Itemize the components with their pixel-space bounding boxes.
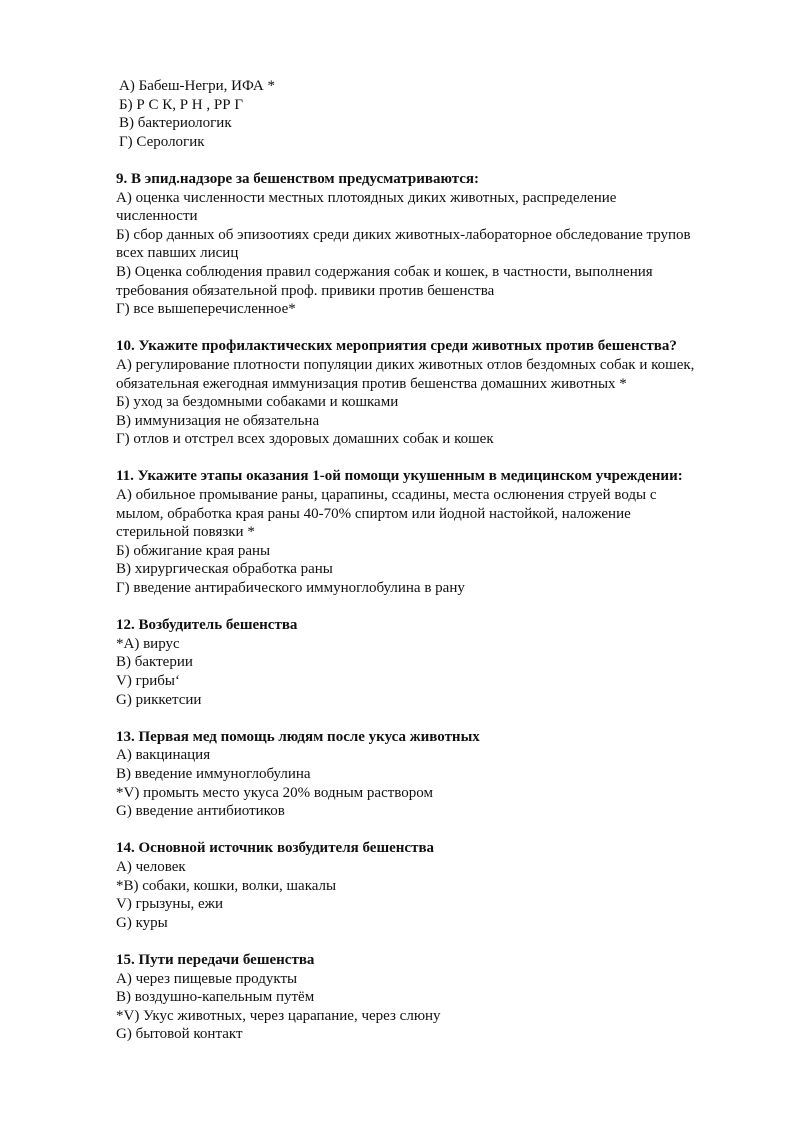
answer-line: Г) отлов и отстрел всех здоровых домашних собак и кошек [116,431,494,448]
answer-line: B) бактерии [116,654,193,671]
answer-line: В) иммунизация не обязательна [116,412,320,429]
question-12 [116,616,746,709]
answer-line: стерильной повязки * [116,524,255,541]
answer-line: В) Оценка соблюдения правил содержания собак и кошек, в частности, выполнения [116,263,653,280]
answer-line: V) грызуны, ежи [116,896,224,913]
question-title: 9. В эпид.надзоре за бешенством предусматриваются: [116,170,480,187]
answer-line: А) регулирование плотности популяции диких животных отлов бездомных собак и кошек, [116,356,695,373]
answer-option: В) бактериологик [119,115,232,132]
answer-line: A) через пищевые продукты [116,970,298,987]
answer-line: всех павших лисиц [116,245,239,262]
question-10 [116,337,746,449]
answer-line: *B) собаки, кошки, волки, шакалы [116,877,337,894]
answer-line: Б) обжигание края раны [116,542,271,559]
answer-line: *V) Укус животных, через царапание, через слюну [116,1007,441,1024]
answer-line: G) куры [116,914,168,931]
answer-line: B) введение иммуноглобулина [116,765,311,782]
answer-line: Б) уход за бездомными собаками и кошками [116,394,399,411]
question-14 [116,839,746,932]
answer-option: Г) Серологик [119,133,205,150]
question-title: 10. Укажите профилактических мероприятия среди животных против бешенства? [116,338,677,355]
answer-option: А) Бабеш-Негри, ИФА * [119,78,275,94]
question-title: 11. Укажите этапы оказания 1-ой помощи укушенным в медицинском учреждении: [116,468,683,485]
answer-line: G) бытовой контакт [116,1026,243,1043]
question-title: 12. Возбудитель бешенства [116,617,298,634]
answer-line: А) обильное промывание раны, царапины, ссадины, места ослюнения струей воды с [116,487,657,504]
question-15 [116,951,746,1044]
answer-line: B) воздушно-капельным путём [116,989,315,1006]
answer-line: *A) вирус [116,635,180,652]
answer-line: Г) все вышеперечисленное* [116,301,296,318]
answer-line: G) введение антибиотиков [116,803,285,820]
answer-line: *V) промыть место укуса 20% водным раствором [116,784,433,801]
answer-line: численности [116,208,198,225]
question-13 [116,728,746,821]
question-title: 14. Основной источник возбудителя бешенства [116,840,435,857]
question-11 [116,467,746,597]
answer-option: Б) Р С К, Р Н , РР Г [119,96,243,113]
answer-line: Б) сбор данных об эпизоотиях среди диких животных-лабораторное обследование трупов [116,226,691,243]
answer-line: А) оценка численности местных плотоядных диких животных, распределение [116,189,617,206]
answer-line: A) человек [116,858,186,875]
question-9 [116,170,746,319]
answer-line: В) хирургическая обработка раны [116,561,333,578]
answer-line: G) риккетсии [116,691,202,708]
answer-line: обязательная ежегодная иммунизация против бешенства домашних животных * [116,375,627,392]
question-title: 13. Первая мед помощь людям после укуса животных [116,728,480,745]
answer-line: V) грибы‘ [116,673,180,689]
answer-line: требования обязательной проф. привики против бешенства [116,282,495,299]
question-8-options [116,77,746,151]
question-title: 15. Пути передачи бешенства [116,951,315,968]
answer-line: мылом, обработка края раны 40-70% спиртом или йодной настойкой, наложение [116,505,631,522]
answer-line: Г) введение антирабического иммуноглобулина в рану [116,580,465,597]
document-content [116,77,746,1062]
answer-line: A) вакцинация [116,747,211,764]
